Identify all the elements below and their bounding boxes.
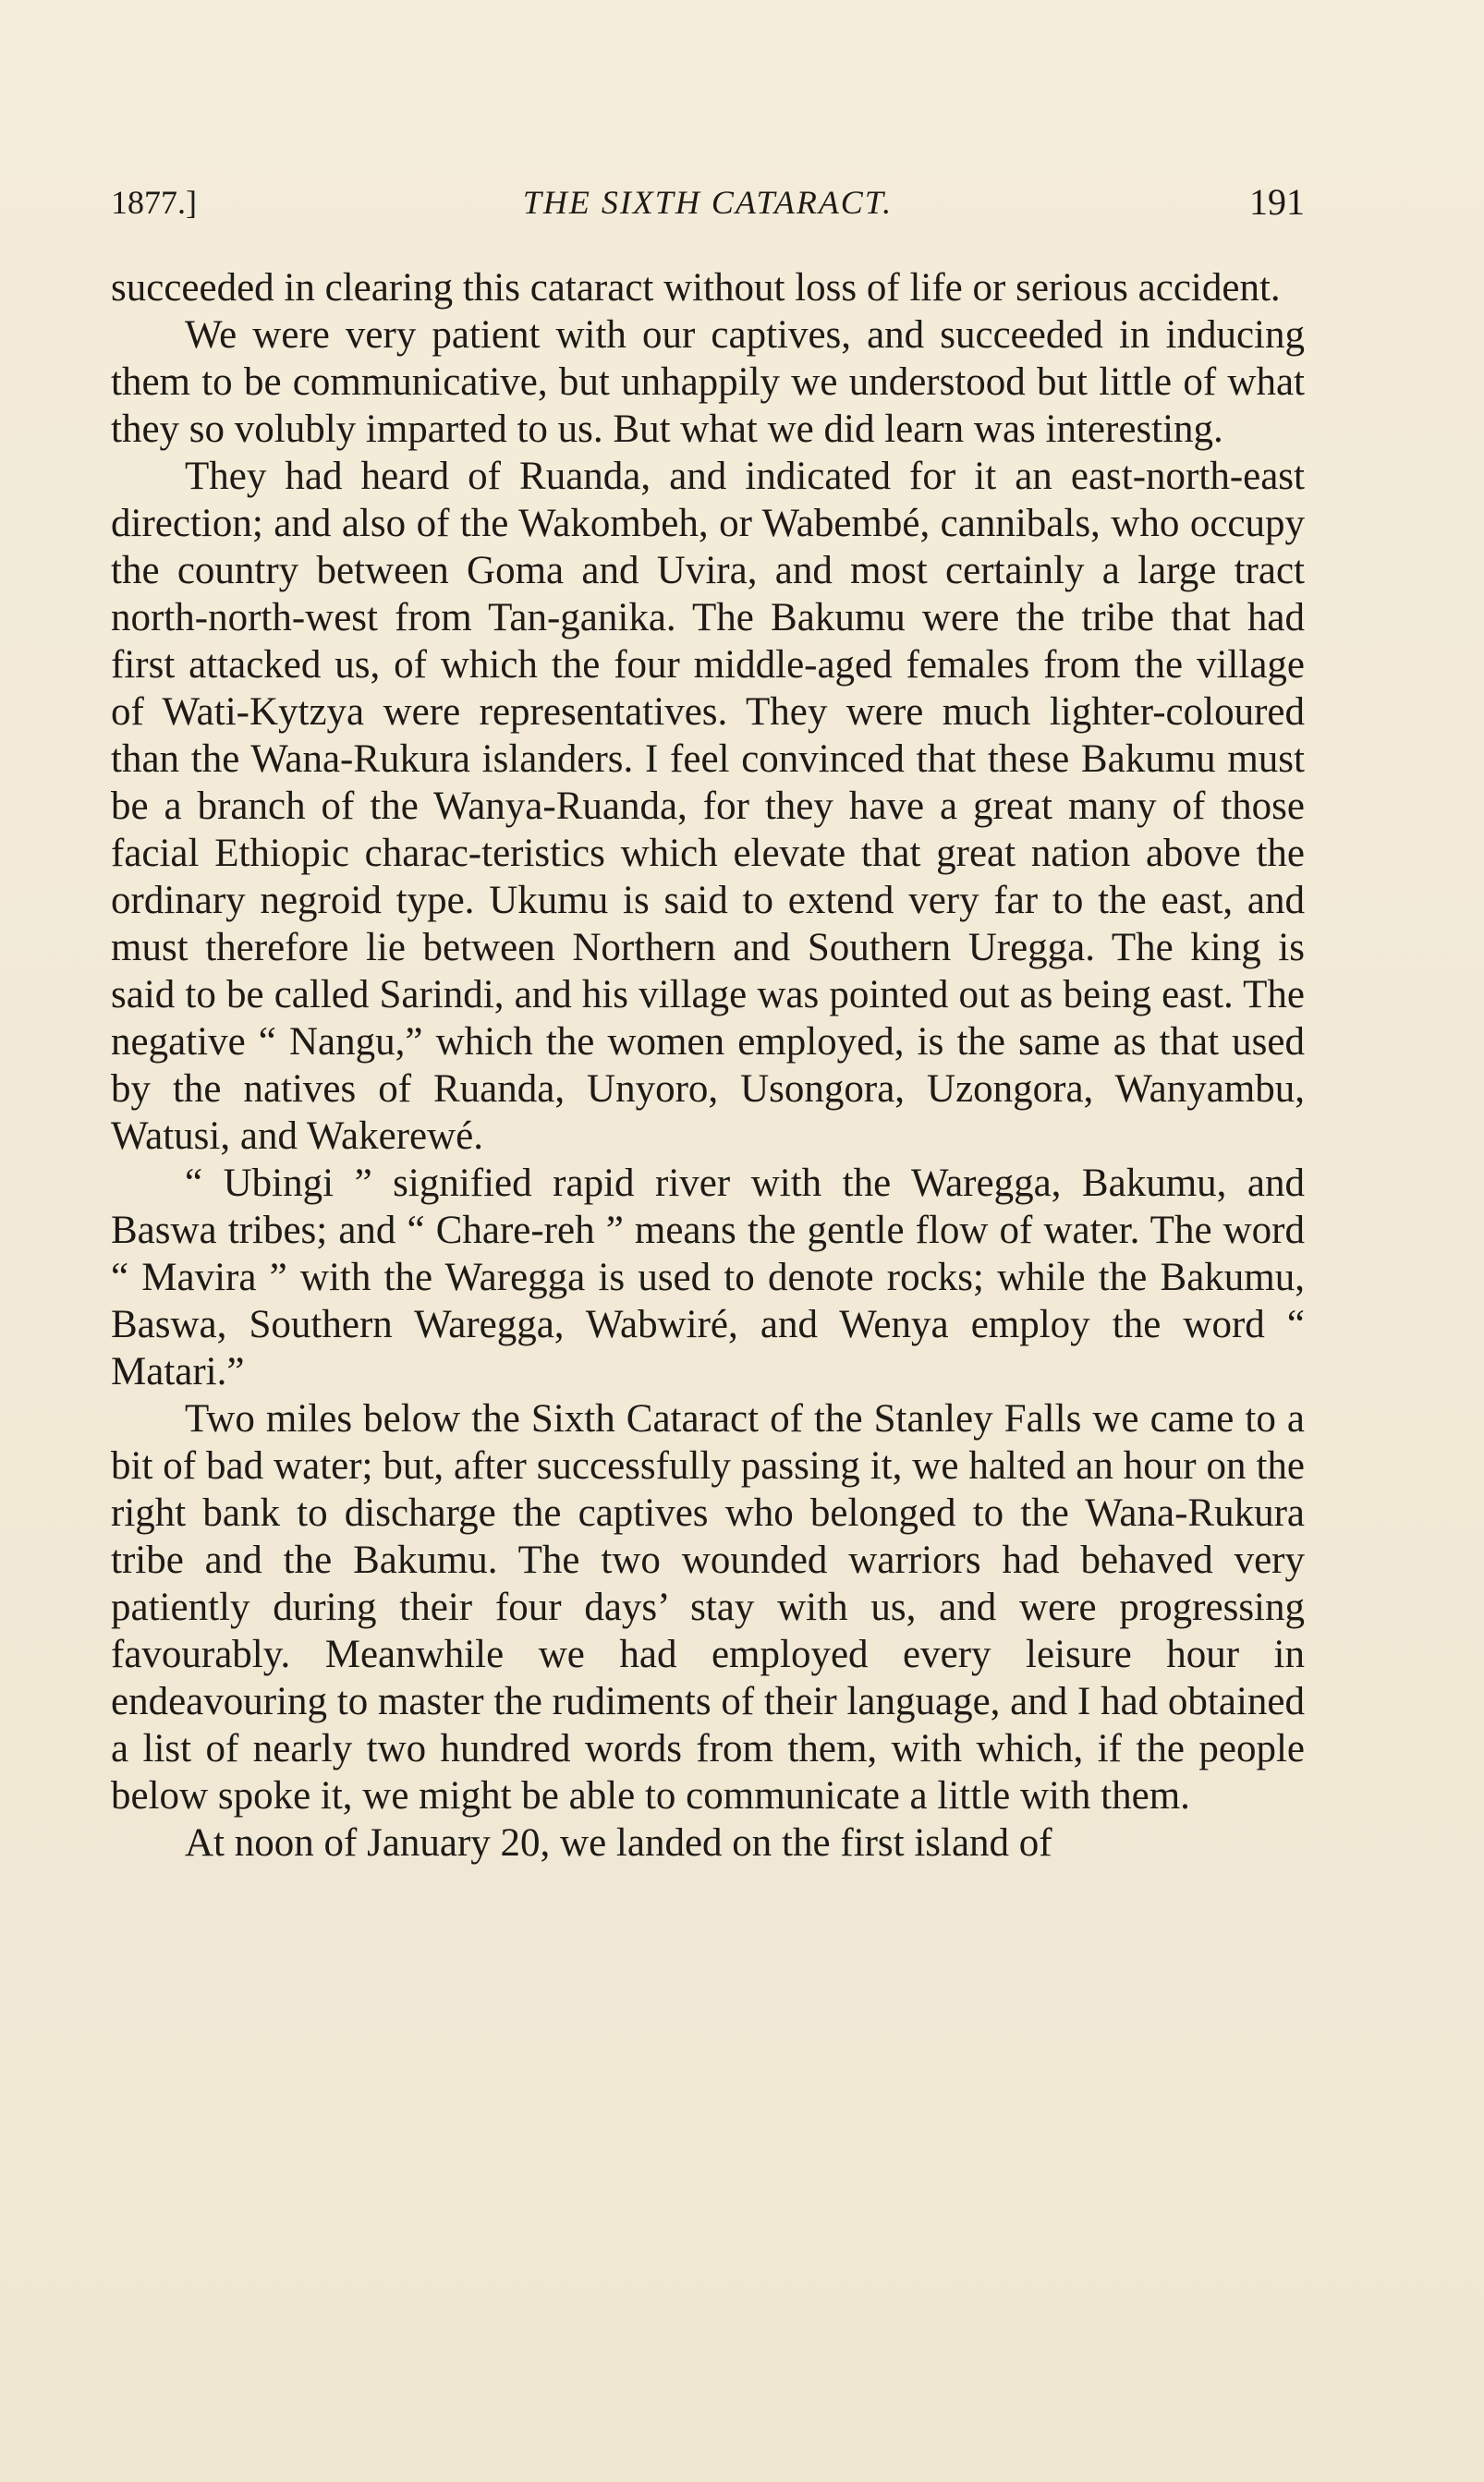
paragraph: They had heard of Ruanda, and indicated for it an east-north-east direction; and also of the Wakombeh, or Wabembé, cannibals, who occupy the country between Goma and Uvira, and most certainly a large tract north-north-west from Tan-ganika. The Bakumu were the tribe that had first attacked us, of which the four middle-aged females from the village of Wati-Kytzya were representatives. They were much lighter-coloured than the Wana-Rukura islanders. I feel convinced that these Bakumu must be a branch of the Wanya-Ruanda, for they have a great many of those facial Ethiopic charac-teristics which elevate that great nation above the ordinary negroid type. Ukumu is said to extend very far to the east, and must therefore lie between Northern and Southern Uregga. The king is said to be called Sarindi, and his village was pointed out as being east. The negative “ Nangu,” which the women employed, is the same as that used by the natives of Ruanda, Unyoro, Usongora, Uzongora, Wanyambu, Watusi, and Wakerewé. xyxy=(111,455,1305,1158)
paragraph: “ Ubingi ” signified rapid river with the Waregga, Bakumu, and Baswa tribes; and “ Chare-reh ” means the gentle flow of water. The word “ Mavira ” with the Waregga is used to denote rocks; while the Bakumu, Baswa, Southern Waregga, Wabwiré, and Wenya employ the word “ Matari.” xyxy=(111,1162,1305,1393)
header-year: 1877.] xyxy=(111,184,197,221)
paragraph: At noon of January 20, we landed on the first island of xyxy=(185,1821,1052,1865)
body-text xyxy=(111,264,1305,1867)
running-title: THE SIXTH CATARACT. xyxy=(522,184,894,221)
paragraph-continued: succeeded in clearing this cataract without loss of life or serious accident. xyxy=(111,266,1281,310)
paragraph: Two miles below the Sixth Cataract of the Stanley Falls we came to a bit of bad water; but, after successfully passing it, we halted an hour on the right bank to discharge the captives who belonged to the Wana-Rukura tribe and the Bakumu. The two wounded warriors had behaved very patiently during their four days’ stay with us, and were progressing favourably. Meanwhile we had employed every leisure hour in endeavouring to master the rudiments of their language, and I had obtained a list of nearly two hundred words from them, with which, if the people below spoke it, we might be able to communicate a little with them. xyxy=(111,1397,1305,1818)
paragraph: We were very patient with our captives, and succeeded in inducing them to be communicative, but unhappily we understood but little of what they so volubly imparted to us. But what we did learn was interesting. xyxy=(111,313,1305,451)
page-number: 191 xyxy=(1249,181,1305,223)
running-header xyxy=(111,181,1305,224)
